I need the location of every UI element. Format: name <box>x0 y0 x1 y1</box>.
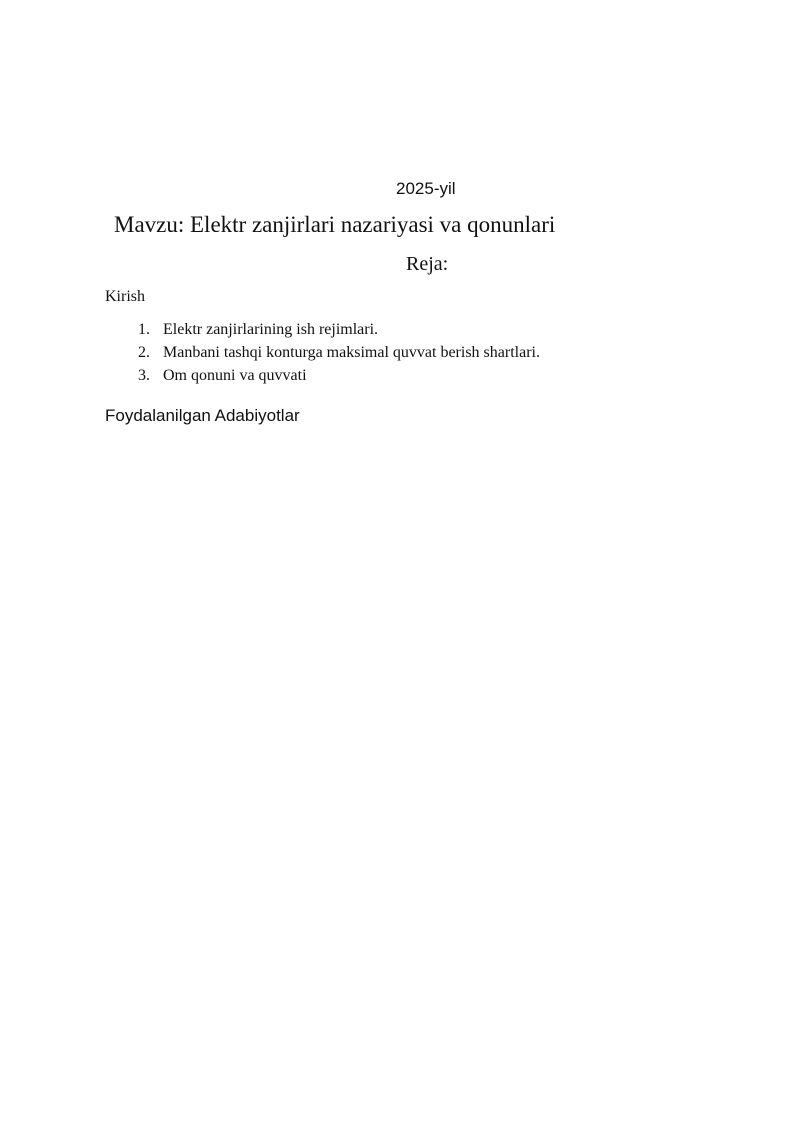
plan-item-text: Manbani tashqi konturga maksimal quvvat berish shartlari. <box>163 344 540 361</box>
plan-item-text: Om qonuni va quvvati <box>163 367 307 384</box>
plan-item-number: 2. <box>138 344 150 361</box>
plan-item-text: Elektr zanjirlarining ish rejimlari. <box>163 321 379 338</box>
references-heading: Foydalanilgan Adabiyotlar <box>105 406 300 425</box>
plan-heading: Reja: <box>406 253 449 275</box>
document-topic: Mavzu: Elektr zanjirlari nazariyasi va qonunlari <box>114 212 556 237</box>
plan-item-number: 1. <box>138 321 150 338</box>
plan-item-number: 3. <box>138 367 150 384</box>
plan-list <box>138 318 540 387</box>
document-year: 2025-yil <box>396 179 456 198</box>
plan-item <box>138 364 540 387</box>
plan-item <box>138 341 540 364</box>
intro-heading: Kirish <box>105 288 145 305</box>
plan-item <box>138 318 540 341</box>
